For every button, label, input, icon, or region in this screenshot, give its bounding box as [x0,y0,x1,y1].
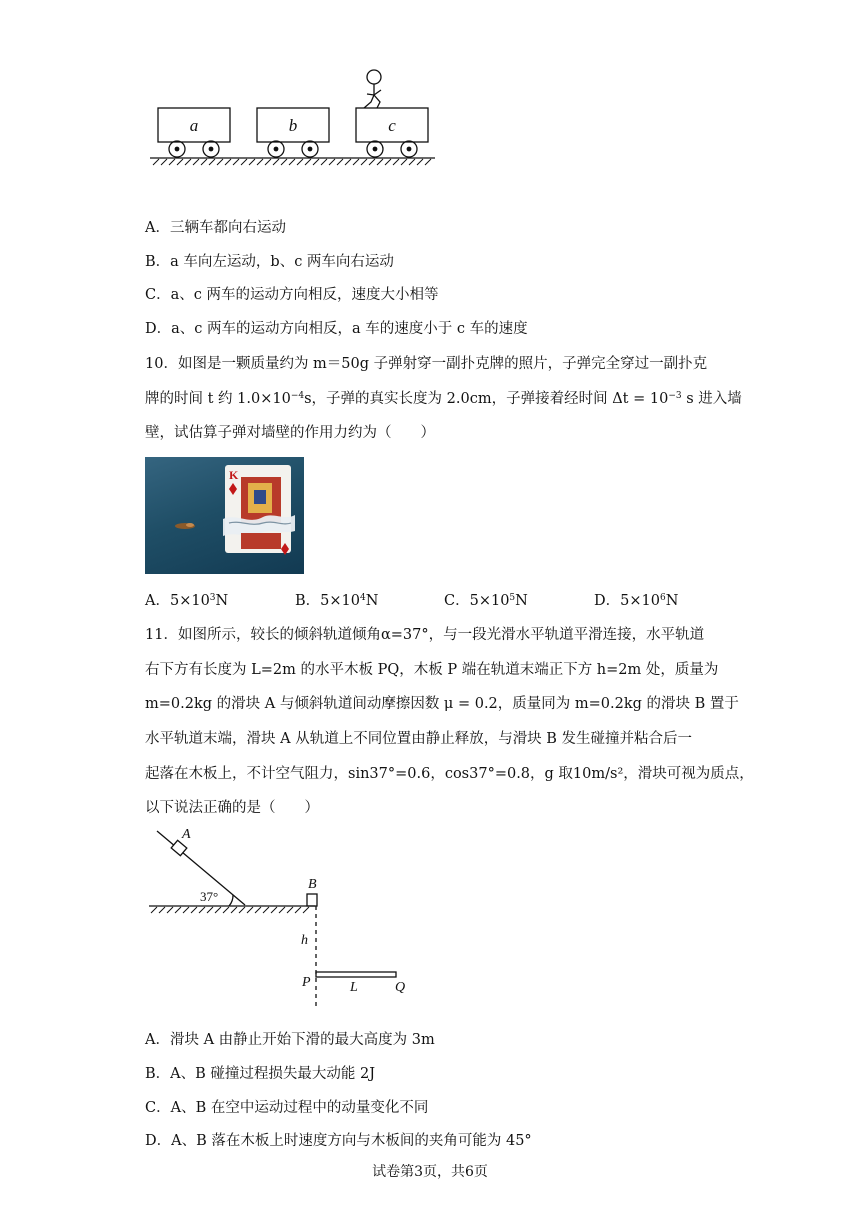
label-angle: 37° [200,889,219,904]
incline-figure [145,826,415,1011]
q9-option-d: D．a、c 两车的运动方向相反，a 车的速度小于 c 车的速度 [145,321,528,337]
bullet-card-photo [145,457,304,574]
cart-a-label: a [189,116,199,135]
label-a: A [182,827,191,842]
q11-stem-line2: 右下方有长度为 L=2m 的水平木板 PQ，木板 P 端在轨道末端正下方 h=2m 处，质量为 [145,662,719,678]
label-p: P [302,975,311,990]
q10-stem-line2: 牌的时间 t 约 $1.0\times 10^{-4}s$，子弹的真实长度为 2.0cm，子弹接着经时间 $\Delta t = 10^{-3}$ s 进入墙 [145,391,742,407]
label-b: B [308,877,317,892]
q11-stem-line6: 以下说法正确的是（ ） [145,800,319,816]
q9-option-a: A．三辆车都向右运动 [145,220,286,236]
carts-figure [145,62,445,172]
q10-stem-line3: 壁，试估算子弹对墙壁的作用力约为（ ） [145,425,435,441]
q11-option-b: B．A、B 碰撞过程损失最大动能 2J [145,1066,376,1082]
q11-option-a: A．滑块 A 由静止开始下滑的最大高度为 3m [145,1032,435,1048]
q10-option-d: D．$5\times 10^6N$ [594,593,679,609]
q9-option-b: B．a 车向左运动，b、c 两车向右运动 [145,254,394,270]
q11-option-d: D．A、B 落在木板上时速度方向与木板间的夹角可能为 45° [145,1133,532,1149]
q10-option-b: B．$5\times 10^4N$ [295,593,379,609]
label-h: h [301,933,308,948]
page-footer: 试卷第3页，共6页 [372,1164,488,1180]
q10-option-c: C．$5\times 10^5N$ [444,593,528,609]
cart-b-label: b [288,116,298,135]
q10-stem-line1: 10．如图是一颗质量约为 m＝50g 子弹射穿一副扑克牌的照片，子弹完全穿过一副扑克 [145,356,708,372]
q11-stem-line1: 11．如图所示，较长的倾斜轨道倾角α=37°，与一段光滑水平轨道平滑连接，水平轨道 [145,627,705,643]
q9-option-c: C．a、c 两车的运动方向相反，速度大小相等 [145,287,439,303]
q11-stem-line5: 起落在木板上，不计空气阻力，sin37°=0.6，cos37°=0.8，g 取10m/s²，滑块可视为质点， [145,766,754,782]
q10-option-a: A．$5\times 10^3N$ [145,593,229,609]
q11-option-c: C．A、B 在空中运动过程中的动量变化不同 [145,1100,429,1116]
label-l: L [350,980,358,995]
cart-c-label: c [388,116,396,135]
q11-stem-line4: 水平轨道末端，滑块 A 从轨道上不同位置由静止释放，与滑块 B 发生碰撞并粘合后一 [145,731,693,747]
card-letter-top: K [229,468,239,482]
label-q: Q [395,980,406,995]
q11-stem-line3: m=0.2kg 的滑块 A 与倾斜轨道间动摩擦因数 μ = 0.2，质量同为 m=0.2kg 的滑块 B 置于 [145,696,739,712]
